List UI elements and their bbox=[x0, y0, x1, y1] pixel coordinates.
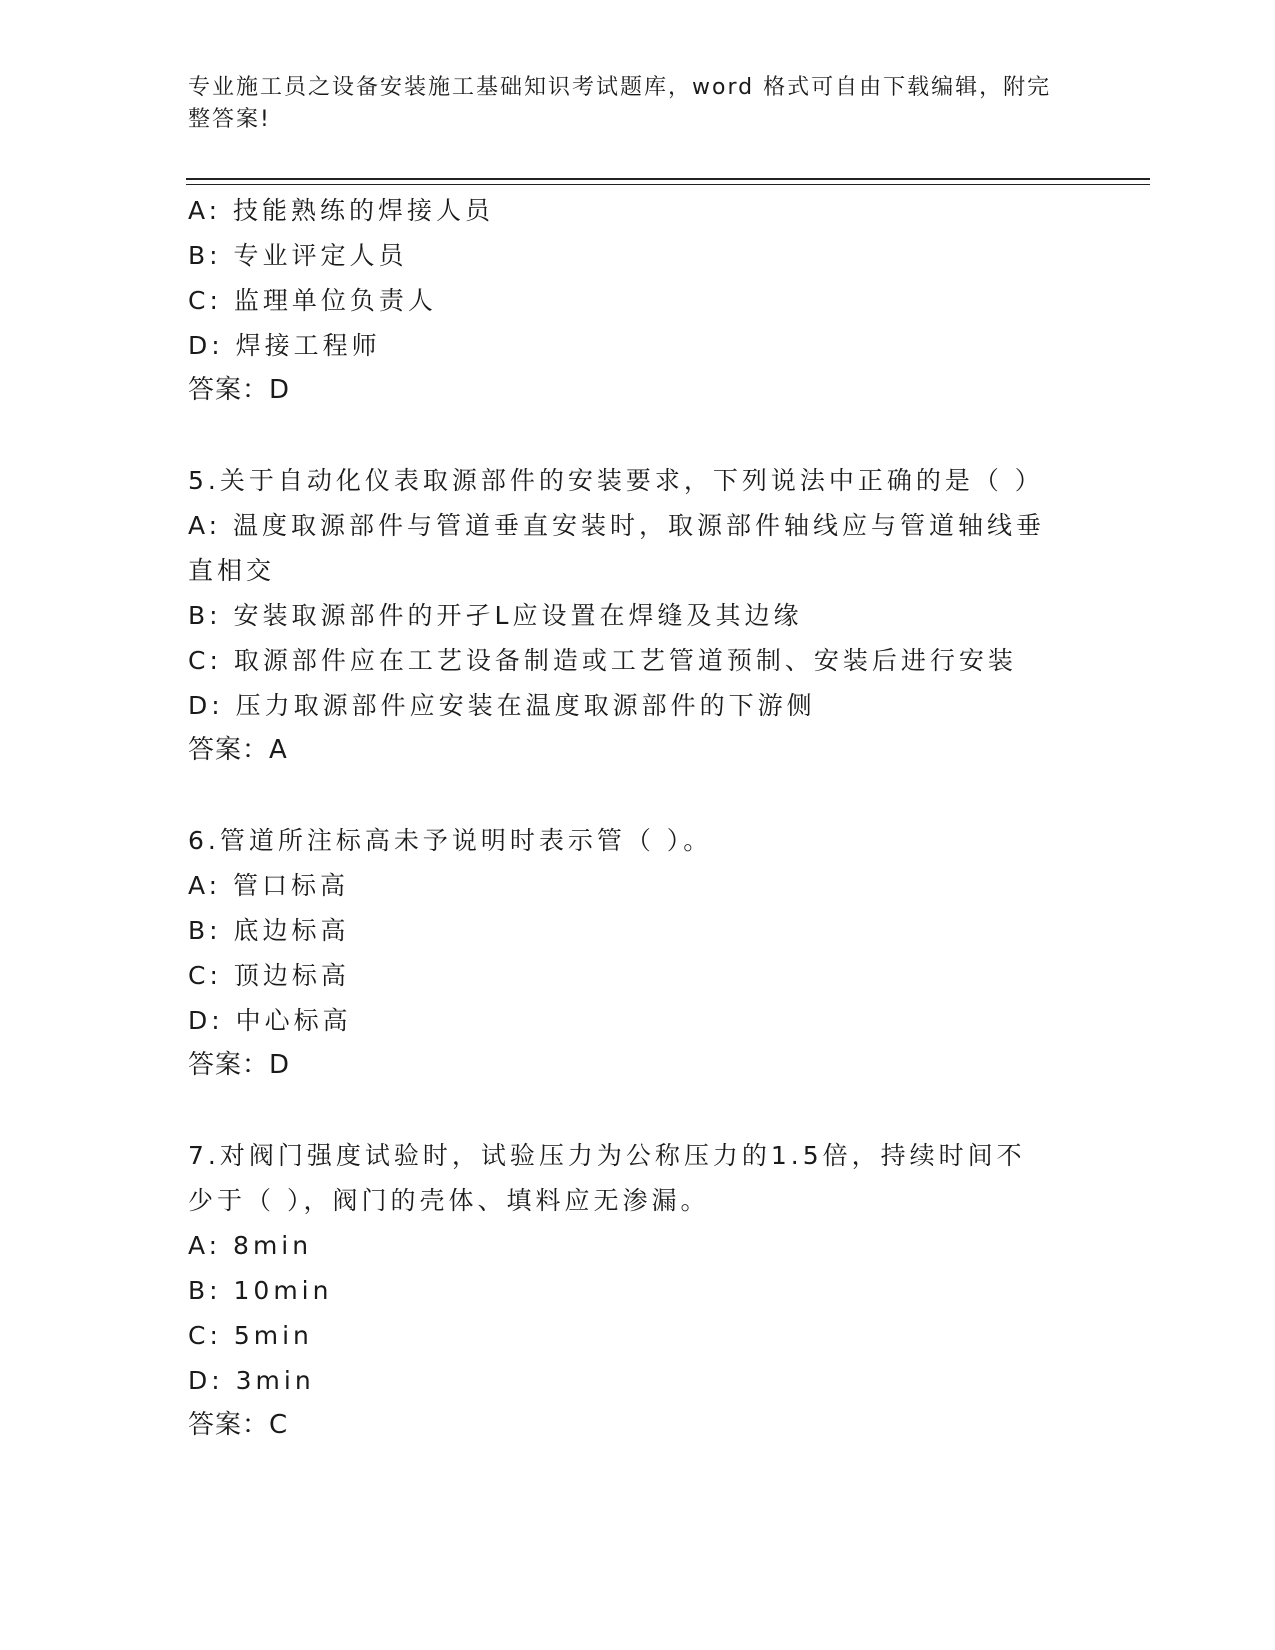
question-stem: 6.管道所注标高未予说明时表示管（ ）。 bbox=[188, 826, 713, 855]
document-header bbox=[188, 72, 1068, 136]
document-body bbox=[188, 188, 1088, 1448]
option-d: D: 焊接工程师 bbox=[188, 331, 381, 360]
question-6 bbox=[188, 818, 1088, 1088]
option-b: B: 10min bbox=[188, 1276, 333, 1305]
question-4-continued bbox=[188, 188, 1088, 413]
option-b: B: 底边标高 bbox=[188, 916, 350, 945]
option-d: D: 3min bbox=[188, 1366, 315, 1395]
option-b: B: 安装取源部件的开孑L应设置在焊缝及其边缘 bbox=[188, 601, 803, 630]
option-d: D: 压力取源部件应安装在温度取源部件的下游侧 bbox=[188, 691, 816, 720]
option-a: A: 管口标高 bbox=[188, 871, 350, 900]
question-7 bbox=[188, 1133, 1088, 1448]
option-c: C: 5min bbox=[188, 1321, 313, 1350]
option-b: B: 专业评定人员 bbox=[188, 241, 408, 270]
answer-line: 答案：C bbox=[188, 1410, 289, 1440]
spacer bbox=[188, 413, 1088, 458]
question-stem: 5.关于自动化仪表取源部件的安装要求，下列说法中正确的是（ ） bbox=[188, 466, 1044, 495]
option-a: A: 温度取源部件与管道垂直安装时，取源部件轴线应与管道轴线垂直相交 bbox=[188, 511, 1046, 585]
answer-line: 答案：D bbox=[188, 1050, 291, 1080]
answer-line: 答案：A bbox=[188, 735, 288, 765]
spacer bbox=[188, 1088, 1088, 1133]
option-a: A: 8min bbox=[188, 1231, 313, 1260]
header-divider-thin bbox=[186, 184, 1150, 185]
header-divider bbox=[186, 178, 1150, 180]
option-a: A: 技能熟练的焊接人员 bbox=[188, 196, 495, 225]
option-c: C: 监理单位负责人 bbox=[188, 286, 437, 315]
spacer bbox=[188, 773, 1088, 818]
question-stem: 7.对阀门强度试验时，试验压力为公称压力的1.5倍，持续时间不少于（ ），阀门的壳体、填料应无渗漏。 bbox=[188, 1141, 1026, 1215]
answer-line: 答案：D bbox=[188, 375, 291, 405]
option-c: C: 顶边标高 bbox=[188, 961, 350, 990]
option-d: D: 中心标高 bbox=[188, 1006, 352, 1035]
question-5 bbox=[188, 458, 1088, 773]
header-text: 专业施工员之设备安装施工基础知识考试题库，word 格式可自由下载编辑，附完整答案! bbox=[188, 75, 1052, 132]
option-c: C: 取源部件应在工艺设备制造或工艺管道预制、安装后进行安装 bbox=[188, 646, 1017, 675]
